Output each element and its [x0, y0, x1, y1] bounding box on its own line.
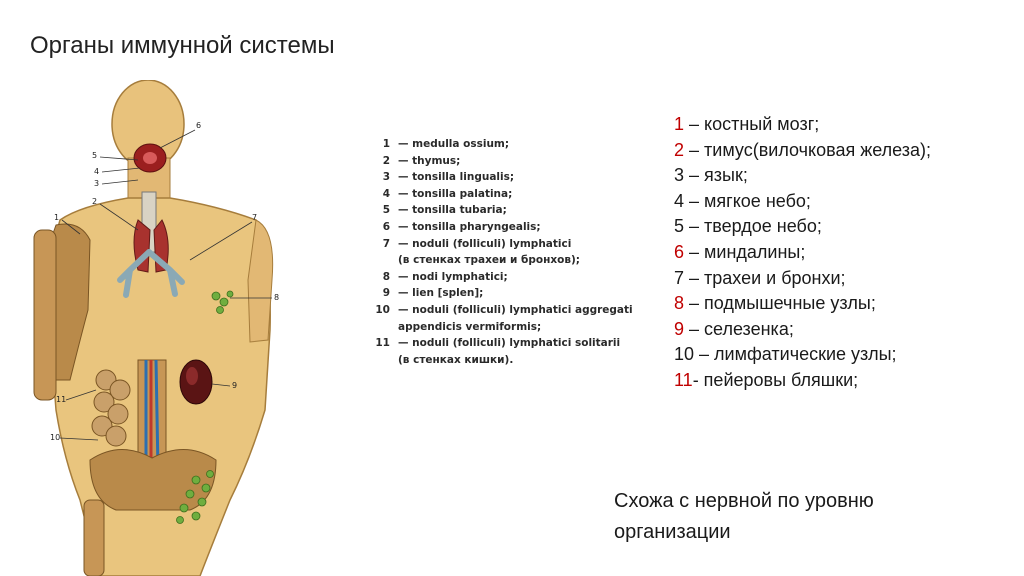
- legend-item: [674, 342, 934, 368]
- callout-11: 11: [56, 395, 67, 404]
- latin-item-number: 8: [382, 270, 390, 283]
- latin-list-item: [366, 236, 636, 253]
- legend-item: [674, 163, 934, 189]
- legend-item: [674, 291, 934, 317]
- latin-item-text: — nodi lymphatici;: [398, 270, 508, 283]
- latin-list-item: [366, 186, 636, 203]
- legend-item: [674, 266, 934, 292]
- latin-item-subtext: (в стенках кишки).: [398, 353, 514, 366]
- legend-item-number: 7: [674, 267, 685, 288]
- legend-item-number: 4: [674, 190, 685, 211]
- latin-list-item: [366, 169, 636, 186]
- callout-9: 9: [232, 381, 238, 390]
- legend-item-number: 9: [674, 318, 685, 339]
- latin-list-item: [366, 269, 636, 286]
- latin-list-item: [366, 302, 636, 319]
- callout-8: 8: [274, 293, 280, 302]
- latin-item-text: — tonsilla palatina;: [398, 187, 513, 200]
- latin-item-number: 10: [375, 303, 390, 316]
- latin-list-item: [366, 153, 636, 170]
- anatomy-figure: [20, 80, 310, 576]
- legend-item-number: 5: [674, 216, 685, 237]
- legend-item-text: – мягкое небо;: [684, 190, 811, 211]
- legend-item: [674, 368, 934, 394]
- latin-item-text: — medulla ossium;: [398, 138, 510, 150]
- latin-list-item: [366, 219, 636, 236]
- callout-10: 10: [50, 433, 61, 442]
- legend-item-text: - пейеровы бляшки;: [692, 369, 859, 390]
- organ-legend: [674, 112, 934, 394]
- latin-list-item: [366, 285, 636, 302]
- legend-item: [674, 112, 934, 138]
- callout-2: 2: [92, 197, 98, 206]
- legend-item-text: – твердое небо;: [684, 216, 822, 237]
- callout-6: 6: [196, 121, 202, 130]
- legend-item-text: – язык;: [684, 165, 748, 186]
- intestines: [92, 370, 130, 446]
- legend-item: [674, 317, 934, 343]
- legend-item-number: 3: [674, 165, 685, 186]
- latin-item-number: 11: [375, 337, 390, 350]
- latin-item-text: — tonsilla lingualis;: [398, 171, 515, 184]
- callout-1: 1: [54, 213, 60, 222]
- latin-item-number: 6: [382, 220, 390, 233]
- legend-item-text: – костный мозг;: [684, 114, 820, 134]
- latin-list-item: [366, 335, 636, 352]
- legend-item-number: 11: [674, 369, 693, 390]
- legend-item: [674, 214, 934, 240]
- humerus: [34, 230, 56, 400]
- legend-item: [674, 189, 934, 215]
- latin-item-number: 3: [382, 171, 390, 184]
- latin-organ-list: [366, 136, 636, 368]
- legend-item: [674, 138, 934, 164]
- latin-item-text: — tonsilla tubaria;: [398, 204, 507, 217]
- legend-item-text: – миндалины;: [684, 241, 806, 262]
- legend-item-number: 2: [674, 139, 685, 160]
- latin-item-subtext: appendicis vermiformis;: [398, 320, 542, 333]
- latin-item-number: 2: [382, 154, 390, 167]
- legend-item-text: – тимус(вилочковая железа);: [684, 139, 932, 160]
- latin-item-number: 4: [382, 187, 390, 200]
- legend-item-text: – селезенка;: [684, 318, 794, 339]
- latin-item-number: 1: [382, 138, 390, 150]
- legend-item-number: 6: [674, 241, 685, 262]
- latin-item-number: 7: [382, 237, 390, 250]
- callout-3: 3: [94, 179, 100, 188]
- legend-item: [674, 240, 934, 266]
- legend-item-text: – трахеи и бронхи;: [684, 267, 846, 288]
- callout-7: 7: [252, 213, 258, 222]
- slide-title: Органы иммунной системы: [30, 32, 335, 59]
- latin-item-text: — thymus;: [398, 154, 461, 167]
- legend-item-number: 1: [674, 114, 685, 134]
- latin-item-text: — tonsilla pharyngealis;: [398, 220, 541, 233]
- legend-item-text: – лимфатические узлы;: [694, 344, 897, 365]
- latin-item-text: — noduli (folliculi) lymphatici: [398, 237, 572, 250]
- latin-item-number: 9: [382, 287, 390, 300]
- callout-4: 4: [94, 167, 100, 176]
- legend-item-text: – подмышечные узлы;: [684, 293, 876, 314]
- legend-item-number: 8: [674, 293, 685, 314]
- latin-item-text: — noduli (folliculi) lymphatici aggregati: [398, 303, 633, 316]
- latin-list-item: [366, 202, 636, 219]
- legend-item-number: 10: [674, 344, 695, 365]
- femur: [84, 500, 104, 576]
- note-text: Схожа с нервной по уровню организации: [614, 490, 874, 543]
- latin-item-number: 5: [382, 204, 390, 217]
- latin-item-subtext: (в стенках трахеи и бронхов);: [398, 254, 580, 267]
- latin-item-text: — noduli (folliculi) lymphatici solitarii: [398, 337, 621, 350]
- latin-item-text: — lien [splen];: [398, 287, 484, 300]
- latin-list-item: [366, 136, 636, 153]
- callout-5: 5: [92, 151, 98, 160]
